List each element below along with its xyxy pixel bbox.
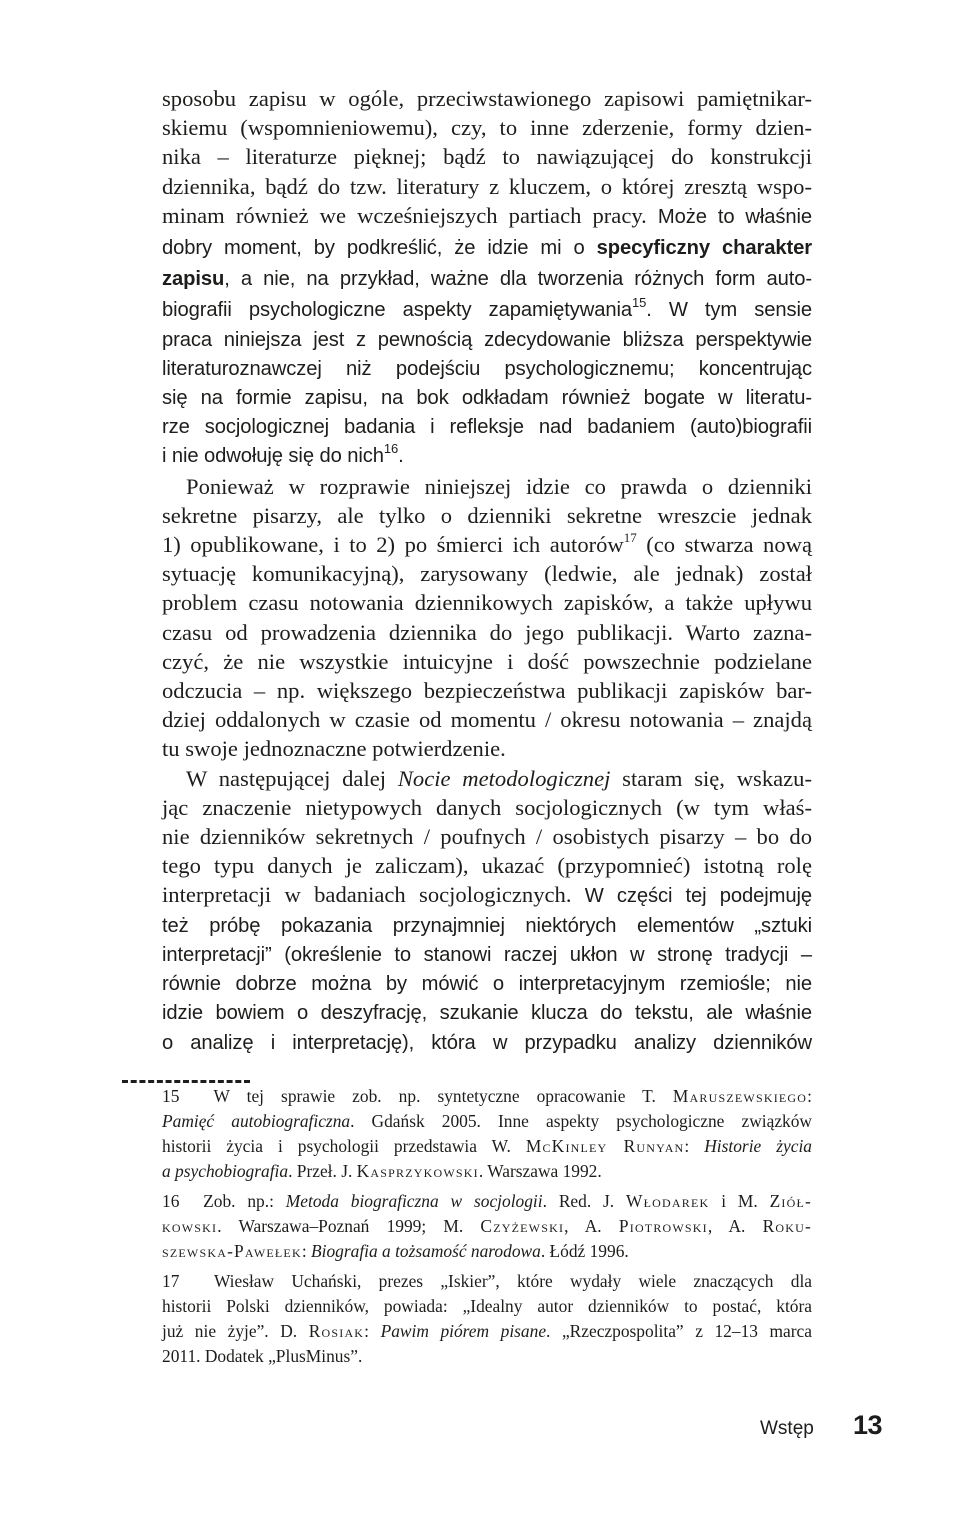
running-head: Wstęp — [760, 1418, 814, 1439]
footnote-line: 16 Zob. np.: Metoda biograficzna w socjologii. Red. J. Włodarek i M. Ziół- — [162, 1191, 813, 1211]
footnote-line: Pamięć autobiograficzna. Gdańsk 2005. Inne aspekty psychologiczne związków — [162, 1111, 812, 1131]
text-line: o analizę i interpretację), która w przypadku analizy dzienników — [162, 1031, 812, 1054]
text-line: 1) opublikowane, i to 2) po śmierci ich autorów$^{17}$ (co stwarza nową — [162, 529, 812, 558]
text-line: W następującej dalej Nocie metodologicznej staram się, wskazu- — [186, 765, 813, 791]
footnote-ref: 15 — [631, 294, 647, 310]
footnote-separator — [122, 1080, 250, 1083]
text-line: sekretne pisarzy, ale tylko o dzienniki sekretne wreszcie jednak — [162, 502, 812, 528]
text-line: też próbę pokazania przynajmniej niektórych elementów „sztuki — [162, 914, 812, 937]
text-line: równie dobrze można by mówić o interpretacyjnym rzemiośle; nie — [162, 973, 812, 996]
text-line: nika – literaturze pięknej; bądź to nawiązującej do konstrukcji — [162, 144, 812, 170]
text-line: idzie bowiem o deszyfrację, szukanie klucza do tekstu, ale właśnie — [162, 1002, 812, 1025]
text-line: literaturoznawczej niż podejściu psychologicznemu; koncentrując — [162, 357, 812, 380]
footnotes — [162, 1084, 812, 1374]
text-line: czasu od prowadzenia dziennika do jego publikacji. Warto zazna- — [162, 619, 812, 645]
text-line: i nie odwołuję się do nich$^{16}$. — [162, 440, 404, 468]
text-line: odczucia – np. większego bezpieczeństwa publikacji zapisków bar- — [162, 678, 812, 704]
text-line: zapisu, a nie, na przykład, ważne dla tworzenia różnych form auto- — [162, 268, 812, 291]
footnote-line: 17 Wiesław Uchański, prezes „Iskier”, które wydały wiele znaczących dla — [162, 1271, 812, 1291]
text-line: biografii psychologiczne aspekty zapamiętywania$^{15}$. W tym sensie — [162, 294, 812, 322]
text-line: minam również we wcześniejszych partiach pracy. Może to właśnie — [162, 202, 813, 228]
text-line: się na formie zapisu, na bok odkładam również bogate w literatu- — [162, 387, 812, 410]
text-line: skiemu (wspomnieniowemu), czy, to inne zderzenie, formy dzien- — [162, 115, 812, 141]
footnote-line: 15 W tej sprawie zob. np. syntetyczne opracowanie T. Maruszewskiego: — [162, 1086, 812, 1106]
footnote-line: a psychobiografia. Przeł. J. Kasprzykowski. Warszawa 1992. — [162, 1161, 602, 1181]
footnote-15 — [162, 1084, 812, 1184]
footnote-line: szewska-Pawełek: Biografia a tożsamość narodowa. Łódź 1996. — [162, 1241, 629, 1261]
text-line: dziennika, bądź do tzw. literatury z kluczem, o której zresztą wspo- — [162, 173, 812, 199]
text-line: dobry moment, by podkreślić, że idzie mi o specyficzny charakter — [162, 237, 812, 260]
footnote-ref: 16 — [383, 440, 399, 456]
page-number: 13 — [853, 1410, 883, 1440]
footnote-line: kowski. Warszawa–Poznań 1999; M. Czyżewski, A. Piotrowski, A. Roku- — [162, 1216, 812, 1236]
footnote-line: już nie żyje”. D. Rosiak: Pawim piórem pisane. „Rzeczpospolita” z 12–13 marca — [162, 1321, 812, 1341]
text-line: rze socjologicznej badania i refleksje nad badaniem (auto)biografii — [162, 416, 812, 439]
footnote-17 — [162, 1269, 812, 1369]
text-line: problem czasu notowania dziennikowych zapisków, a także upływu — [162, 590, 812, 616]
text-line: Ponieważ w rozprawie niniejszej idzie co prawda o dzienniki — [186, 473, 812, 499]
text-line: dziej oddalonych w czasie od momentu / okresu notowania – znajdą — [162, 707, 812, 733]
emphasis: Nocie metodologicznej — [397, 765, 611, 791]
footnote-16 — [162, 1189, 812, 1264]
emphasis: zapisu — [162, 268, 225, 291]
text-line: interpretacji” (określenie to stanowi raczej ukłon w stronę tradycji – — [162, 943, 812, 966]
text-line: praca niniejsza jest z pewnością zdecydowanie bliższa perspektywie — [162, 328, 812, 351]
text-line: sposobu zapisu w ogóle, przeciwstawionego zapisowi pamiętnikar- — [162, 86, 812, 111]
text-line: jąc znaczenie nietypowych danych socjologicznych (w tym właś- — [162, 794, 812, 820]
footnote-ref: 17 — [623, 529, 637, 545]
footnote-line: 2011. Dodatek „PlusMinus”. — [162, 1346, 363, 1366]
footnote-line: historii życia i psychologii przedstawia W. McKinley Runyan: Historie życia — [162, 1136, 812, 1156]
main-text — [162, 84, 812, 1058]
text-line: tu swoje jednoznaczne potwierdzenie. — [162, 736, 506, 762]
text-line: nie dzienników sekretnych / poufnych / osobistych pisarzy – bo do — [162, 824, 812, 850]
footnote-line: historii Polski dzienników, powiada: „Idealny autor dzienników to postać, która — [162, 1296, 812, 1316]
text-line: tego typu danych je zaliczam), ukazać (przypomnieć) istotną rolę — [162, 853, 812, 879]
text-line: czyć, że nie wszystkie intuicyjne i dość powszechnie podzielane — [162, 648, 812, 674]
text-line: interpretacji w badaniach socjologicznych. W części tej podejmuję — [162, 882, 812, 908]
text-line: sytuację komunikacyjną), zarysowany (ledwie, ale jednak) został — [162, 561, 812, 587]
emphasis: specyficzny charakter — [596, 237, 812, 260]
